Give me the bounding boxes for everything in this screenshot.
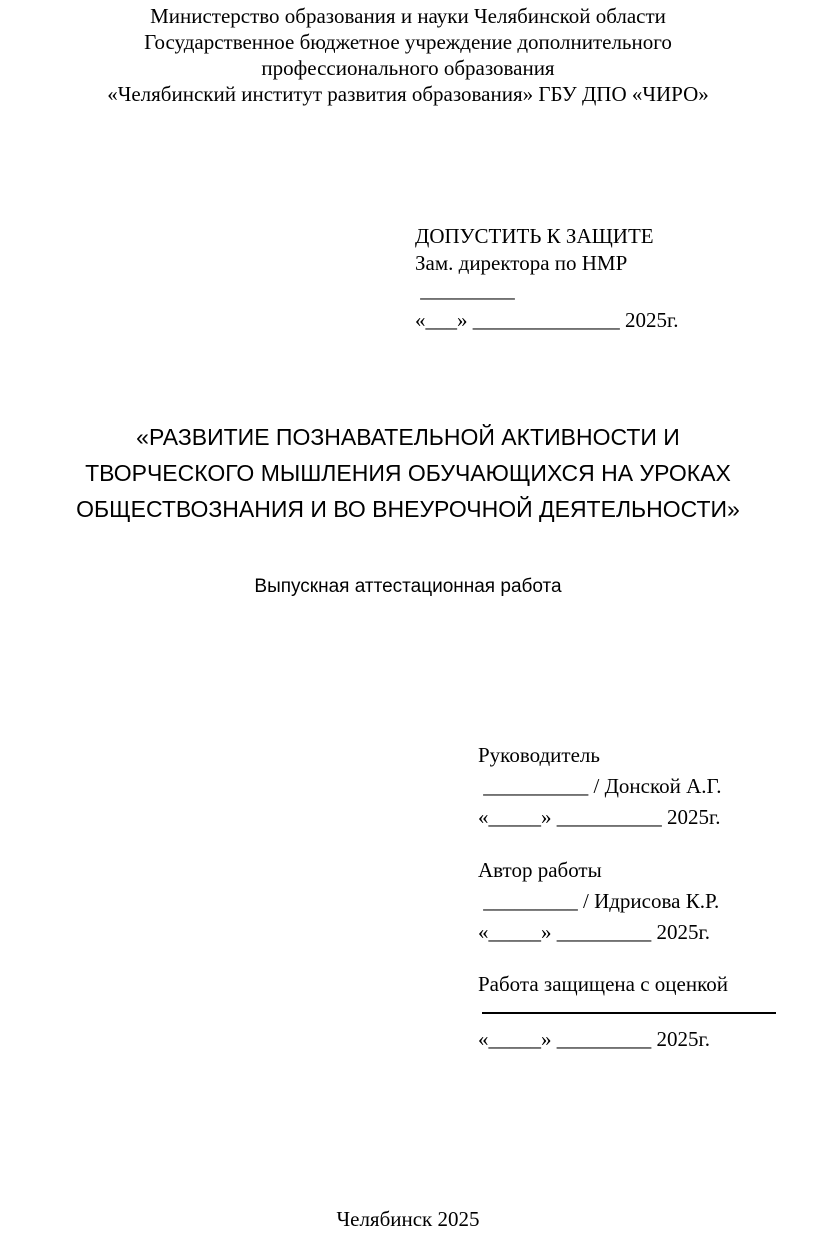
institution-header bbox=[0, 3, 816, 107]
grade-label: Работа защищена с оценкой bbox=[478, 972, 728, 996]
title-line-2: ТВОРЧЕСКОГО МЫШЛЕНИЯ ОБУЧАЮЩИХСЯ НА УРОКАХ bbox=[85, 460, 731, 486]
title-line-3: ОБЩЕСТВОЗНАНИЯ И ВО ВНЕУРОЧНОЙ ДЕЯТЕЛЬНОСТИ» bbox=[76, 496, 740, 522]
city-year: Челябинск 2025 bbox=[336, 1207, 480, 1231]
author-label: Автор работы bbox=[478, 858, 602, 882]
approval-date-line: «___» ______________ 2025г. bbox=[415, 308, 679, 332]
supervisor-label: Руководитель bbox=[478, 743, 600, 767]
supervisor-block bbox=[478, 740, 798, 833]
header-institution: Государственное бюджетное учреждение дополнительного bbox=[144, 30, 672, 54]
header-education-type: профессионального образования bbox=[261, 56, 555, 80]
header-ministry: Министерство образования и науки Челябинской области bbox=[150, 4, 666, 28]
approval-position: Зам. директора по НМР bbox=[415, 251, 628, 275]
supervisor-date: «_____» __________ 2025г. bbox=[478, 805, 721, 829]
header-institute-name: «Челябинский институт развития образования» ГБУ ДПО «ЧИРО» bbox=[107, 82, 709, 106]
approval-heading: ДОПУСТИТЬ К ЗАЩИТЕ bbox=[415, 224, 654, 248]
grade-block bbox=[478, 969, 798, 1055]
author-block bbox=[478, 855, 798, 948]
work-type: Выпускная аттестационная работа bbox=[254, 576, 562, 597]
author-date: «_____» _________ 2025г. bbox=[478, 920, 710, 944]
author-signature: _________ / Идрисова К.Р. bbox=[478, 889, 720, 913]
thesis-title bbox=[0, 419, 816, 527]
grade-date: «_____» _________ 2025г. bbox=[478, 1027, 710, 1051]
grade-underline bbox=[482, 1012, 776, 1014]
title-line-1: «РАЗВИТИЕ ПОЗНАВАТЕЛЬНОЙ АКТИВНОСТИ И bbox=[136, 424, 680, 450]
approval-block bbox=[415, 223, 795, 334]
supervisor-signature: __________ / Донской А.Г. bbox=[478, 774, 722, 798]
approval-signature-line: _________ bbox=[415, 278, 515, 302]
